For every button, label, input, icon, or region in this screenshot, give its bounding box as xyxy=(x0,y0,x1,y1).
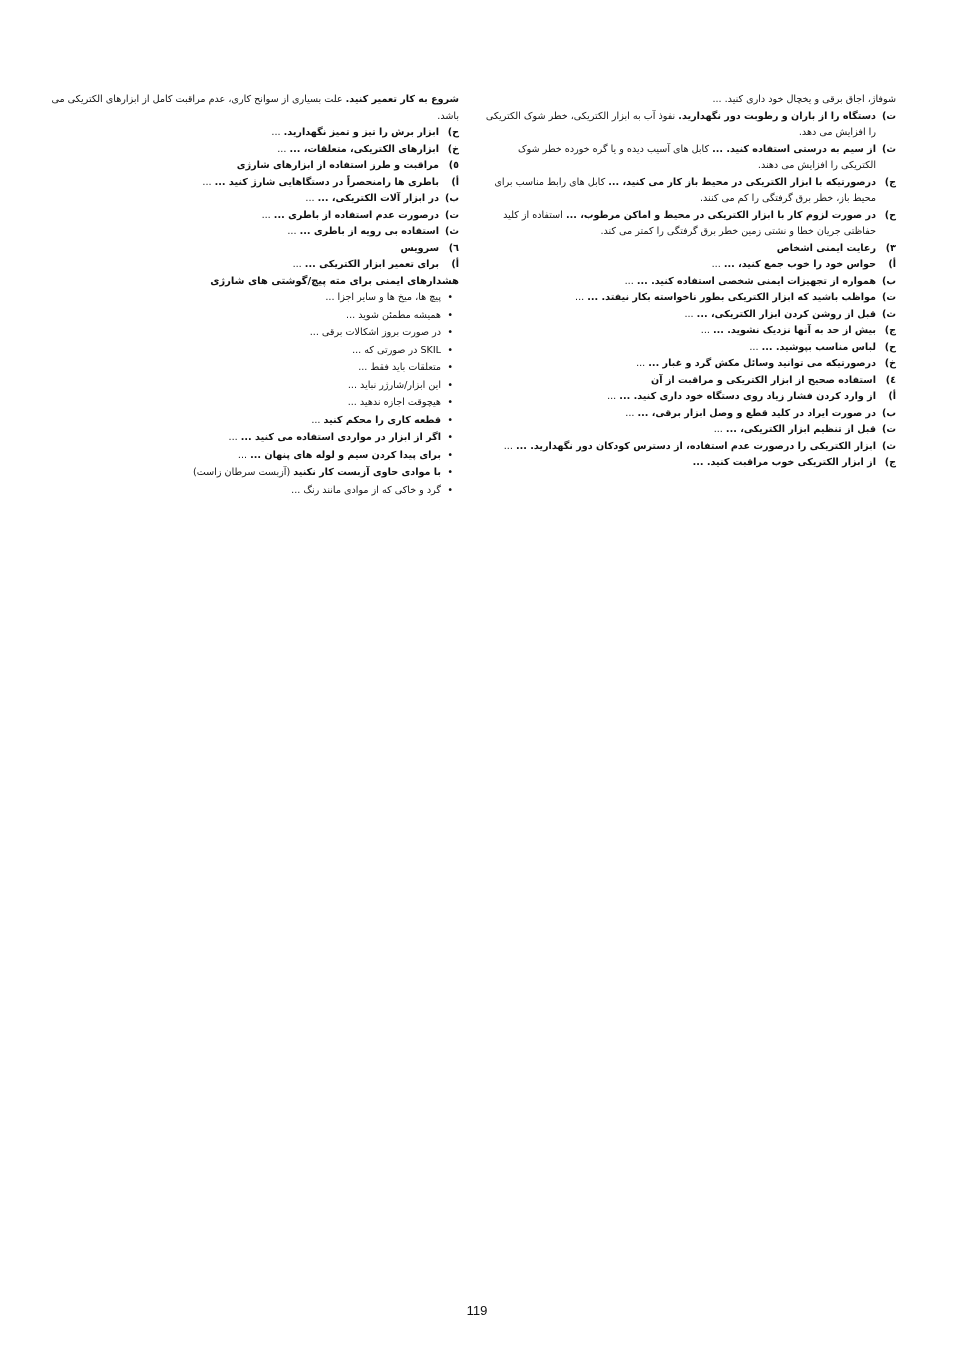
item-content xyxy=(485,340,876,357)
section-title: استفاده صحیح از ابزار الکتریکی و مراقبت از آن xyxy=(651,374,876,386)
bullet-text: (آزبست سرطان زاست) xyxy=(192,467,291,478)
item-text: ... xyxy=(636,358,646,369)
section-number: ٥) xyxy=(448,160,459,171)
item-marker: ج) xyxy=(884,457,896,468)
bullet-text: همیشه مطمئن شوید ... xyxy=(346,309,441,321)
item-content xyxy=(485,274,876,291)
item-content xyxy=(48,224,439,241)
bullet-item xyxy=(48,448,441,465)
section-4-heading xyxy=(485,373,896,390)
item-text: ... xyxy=(202,176,212,188)
intro-bold: شروع به کار تعمیر کنید. xyxy=(345,94,459,105)
item-bold-text: قبل از تنظیم ابزار الکتریکی، ... xyxy=(725,424,876,435)
item-content xyxy=(48,125,439,142)
list-item xyxy=(485,274,896,291)
item-bold-text: همواره از تجهیزات ایمنی شخصی استفاده کنید. ... xyxy=(636,275,876,287)
item-bold-text: باطری ها رامنحصراً در دستگاهایی شارژ کنید ... xyxy=(214,176,439,188)
item-bold-text: حواس خود را خوب جمع کنید، ... xyxy=(723,259,876,270)
bullet-text: گرد و خاکی که از موادی مانند رنگ ... xyxy=(291,484,441,496)
bullet-item xyxy=(48,465,441,482)
item-bold-text: بیش از حد به آنها نزدیک نشوید. ... xyxy=(713,325,876,336)
bullet-bold-text: برای پیدا کردن سیم و لوله های پنهان ... xyxy=(250,449,441,461)
item-text: ... xyxy=(711,259,721,270)
item-bold-text: لباس مناسب بپوشید. ... xyxy=(761,341,876,353)
item-bold-text: ابزار الکتریکی را درصورت عدم استفاده، از دسترس کودکان دور نگهدارید. ... xyxy=(515,440,876,452)
right-intro: شوفاژ، اجاق برقی و یخچال خود داری کنید. ... xyxy=(712,94,896,105)
list-item xyxy=(485,257,896,274)
bullet-item xyxy=(48,483,441,500)
item-content xyxy=(485,142,876,175)
list-item xyxy=(485,422,896,439)
right-column xyxy=(485,92,896,1284)
left-intro xyxy=(48,92,459,125)
left-column xyxy=(48,92,459,1284)
item-content xyxy=(485,208,876,241)
bullet-list xyxy=(48,290,459,499)
item-content xyxy=(485,175,876,208)
item-marker: ب) xyxy=(444,193,459,204)
manual-page xyxy=(48,92,896,1284)
item-bold-text: درصورتیکه می توانید وسائل مکش گرد و غبار ... xyxy=(648,358,876,369)
item-content xyxy=(485,406,876,423)
item-marker: ب) xyxy=(881,275,896,287)
section-number: ۳) xyxy=(885,242,896,254)
item-bold-text: درصورت عدم استفاده از باطری ... xyxy=(273,209,439,221)
list-item xyxy=(485,290,896,307)
bullet-bold-text: با موادی حاوی آزبست کار نکنید xyxy=(293,467,441,478)
item-content xyxy=(485,356,876,373)
bullet-item xyxy=(48,360,441,377)
list-item xyxy=(485,455,896,472)
bullet-bold-text: قطعه کاری را محکم کنید xyxy=(323,414,441,426)
item-bold-text: از ابزار الکتریکی خوب مراقبت کنید. ... xyxy=(692,457,876,468)
bullet-text: این ابزار/شارژر نباید ... xyxy=(347,379,441,391)
item-text: ... xyxy=(700,325,710,336)
item-text: ... xyxy=(624,275,634,287)
item-bold-text: ابزارهای الکتریکی، متعلقات، ... xyxy=(289,143,439,155)
section-5-heading xyxy=(48,158,459,175)
item-content xyxy=(485,109,876,142)
bullet-bold-text: اگر از ابزار در مواردی استفاده می کنید ... xyxy=(240,432,441,443)
bullet-item xyxy=(48,325,441,342)
item-bold-text: قبل از روشن کردن ابزار الکتریکی، ... xyxy=(696,308,876,320)
item-marker: ت) xyxy=(881,292,896,303)
bullet-text: SKIL در صورتی که ... xyxy=(352,344,441,356)
bullet-item xyxy=(48,395,441,412)
item-text: ... xyxy=(305,193,315,204)
item-text: ... xyxy=(292,259,302,270)
list-item xyxy=(485,307,896,324)
item-marker: أ) xyxy=(888,391,896,402)
left-items-list xyxy=(48,125,459,158)
item-marker: ث) xyxy=(881,143,896,155)
section-4-list xyxy=(485,389,896,472)
item-bold-text: در صورت ایراد در کلید قطع و وصل ابزار برقی، ... xyxy=(637,407,876,419)
list-item xyxy=(485,340,896,357)
list-item xyxy=(485,175,896,208)
list-item xyxy=(485,389,896,406)
item-marker: ث) xyxy=(444,226,459,237)
item-text: ... xyxy=(713,424,723,435)
list-item xyxy=(48,142,459,159)
item-bold-text: ابزار برش را تیز و تمیز نگهدارید. xyxy=(283,127,439,138)
section-title: رعایت ایمنی اشخاص xyxy=(776,242,876,254)
page-number: 119 xyxy=(466,1303,488,1318)
bullet-item xyxy=(48,290,441,307)
section-5-list xyxy=(48,175,459,241)
item-content xyxy=(485,422,876,439)
item-content xyxy=(48,191,439,208)
section-6-heading xyxy=(48,241,459,258)
bullet-text: ... xyxy=(228,432,238,443)
item-marker: ح) xyxy=(884,341,896,353)
item-marker: ج) xyxy=(884,176,896,188)
item-bold-text: در ابزار آلات الکتریکی، ... xyxy=(317,193,439,204)
list-item xyxy=(48,257,459,274)
item-marker: ت) xyxy=(881,110,896,122)
item-bold-text: دستگاه را از باران و رطوبت دور نگهدارید. xyxy=(678,110,876,122)
item-bold-text: از سیم به درستی استفاده کنید. ... xyxy=(712,143,876,155)
item-content xyxy=(485,307,876,324)
item-bold-text: درصورتیکه با ابزار الکتریکی در محیط باز کار می کنید، ... xyxy=(608,176,876,188)
item-bold-text: از وارد کردن فشار زیاد روی دستگاه خود داری کنید. ... xyxy=(619,391,876,402)
item-marker: ب) xyxy=(881,407,896,419)
bullet-text: ... xyxy=(311,414,321,426)
list-item xyxy=(48,175,459,192)
bullet-item xyxy=(48,308,441,325)
list-item xyxy=(485,439,896,456)
item-marker: ح) xyxy=(447,127,459,138)
right-items-list xyxy=(485,109,896,241)
item-marker: أ) xyxy=(451,259,459,270)
item-content xyxy=(485,455,876,472)
item-marker: أ) xyxy=(888,259,896,270)
item-text: ... xyxy=(277,143,287,155)
item-marker: ح) xyxy=(884,209,896,221)
item-text: کابل های رابط مناسب برای محیط باز، خطر برق گرفتگی را کم می کنند. xyxy=(494,176,876,204)
item-text: نفوذ آب به ابزار الکتریکی، خطر شوک الکتریکی را افزایش می دهد. xyxy=(485,110,876,138)
list-item xyxy=(48,224,459,241)
bullet-text: متعلقات باید فقط ... xyxy=(358,362,441,373)
item-text: ... xyxy=(625,407,635,419)
item-text: ... xyxy=(287,226,297,237)
item-content xyxy=(485,389,876,406)
list-item xyxy=(48,191,459,208)
item-bold-text: استفاده بی رویه از باطری ... xyxy=(299,226,439,237)
item-content xyxy=(485,290,876,307)
item-text: ... xyxy=(271,127,281,138)
item-marker: خ) xyxy=(884,358,896,369)
section-3-list xyxy=(485,257,896,373)
item-content xyxy=(48,257,439,274)
item-text: ... xyxy=(749,341,759,353)
list-item xyxy=(48,208,459,225)
item-text: ... xyxy=(684,308,694,320)
list-item xyxy=(485,109,896,142)
item-content xyxy=(485,257,876,274)
section-number: ٤) xyxy=(885,374,896,386)
item-content xyxy=(48,175,439,192)
item-content xyxy=(485,439,876,456)
bullet-item xyxy=(48,378,441,395)
section-3-heading xyxy=(485,241,896,258)
item-text: ... xyxy=(607,391,617,402)
item-text: ... xyxy=(261,209,271,221)
bullet-item xyxy=(48,343,441,360)
item-text: ... xyxy=(503,440,513,452)
list-item xyxy=(48,125,459,142)
item-bold-text: در صورت لزوم کار با ابزار الکتریکی در محیط و اماکن مرطوب، ... xyxy=(565,209,876,221)
item-content xyxy=(485,323,876,340)
item-bold-text: مواظب باشید که ابزار الکتریکی بطور ناخواسته بکار نیفتد. ... xyxy=(587,292,876,303)
item-text: کابل های آسیب دیده و یا گره خورده خطر شوک الکتریکی را افزایش می دهند. xyxy=(518,143,876,171)
list-item xyxy=(485,356,896,373)
item-marker: ت) xyxy=(881,424,896,435)
item-marker: ث) xyxy=(881,308,896,320)
item-content xyxy=(48,208,439,225)
section-number: ٦) xyxy=(448,242,459,254)
bullet-item xyxy=(48,413,441,430)
item-text: ... xyxy=(575,292,585,303)
list-item xyxy=(485,208,896,241)
item-marker: أ) xyxy=(451,176,459,188)
section-6-list xyxy=(48,257,459,274)
bullet-item xyxy=(48,430,441,447)
intro-text: علت بسیاری از سوانح کاری، عدم مراقبت کامل از ابزارهای الکتریکی می باشد. xyxy=(51,94,459,122)
bullet-text: پیچ ها، میخ ها و سایر اجزا ... xyxy=(325,292,441,303)
safety-subheading: هشدارهای ایمنی برای مته پیچ/گوشتی های شارژی xyxy=(210,275,459,287)
section-title: سرویس xyxy=(400,242,439,254)
bullet-text: در صورت بروز اشکالات برقی ... xyxy=(309,327,441,338)
item-marker: ج) xyxy=(884,325,896,336)
item-bold-text: برای تعمیر ابزار الکتریکی ... xyxy=(304,259,439,270)
bullet-text: ... xyxy=(237,449,248,461)
bullet-text: هیچوقت اجازه ندهید ... xyxy=(347,397,441,408)
item-content xyxy=(48,142,439,159)
item-text: استفاده از کلید حفاظتی جریان خطا و نشتی زمین خطر برق گرفتگی را کمتر می کند. xyxy=(503,209,876,237)
item-marker: ت) xyxy=(444,209,459,221)
item-marker: ث) xyxy=(881,440,896,452)
list-item xyxy=(485,142,896,175)
list-item xyxy=(485,323,896,340)
section-title: مراقبت و طرز استفاده از ابزارهای شارژی xyxy=(236,160,439,171)
item-marker: خ) xyxy=(447,143,459,155)
list-item xyxy=(485,406,896,423)
